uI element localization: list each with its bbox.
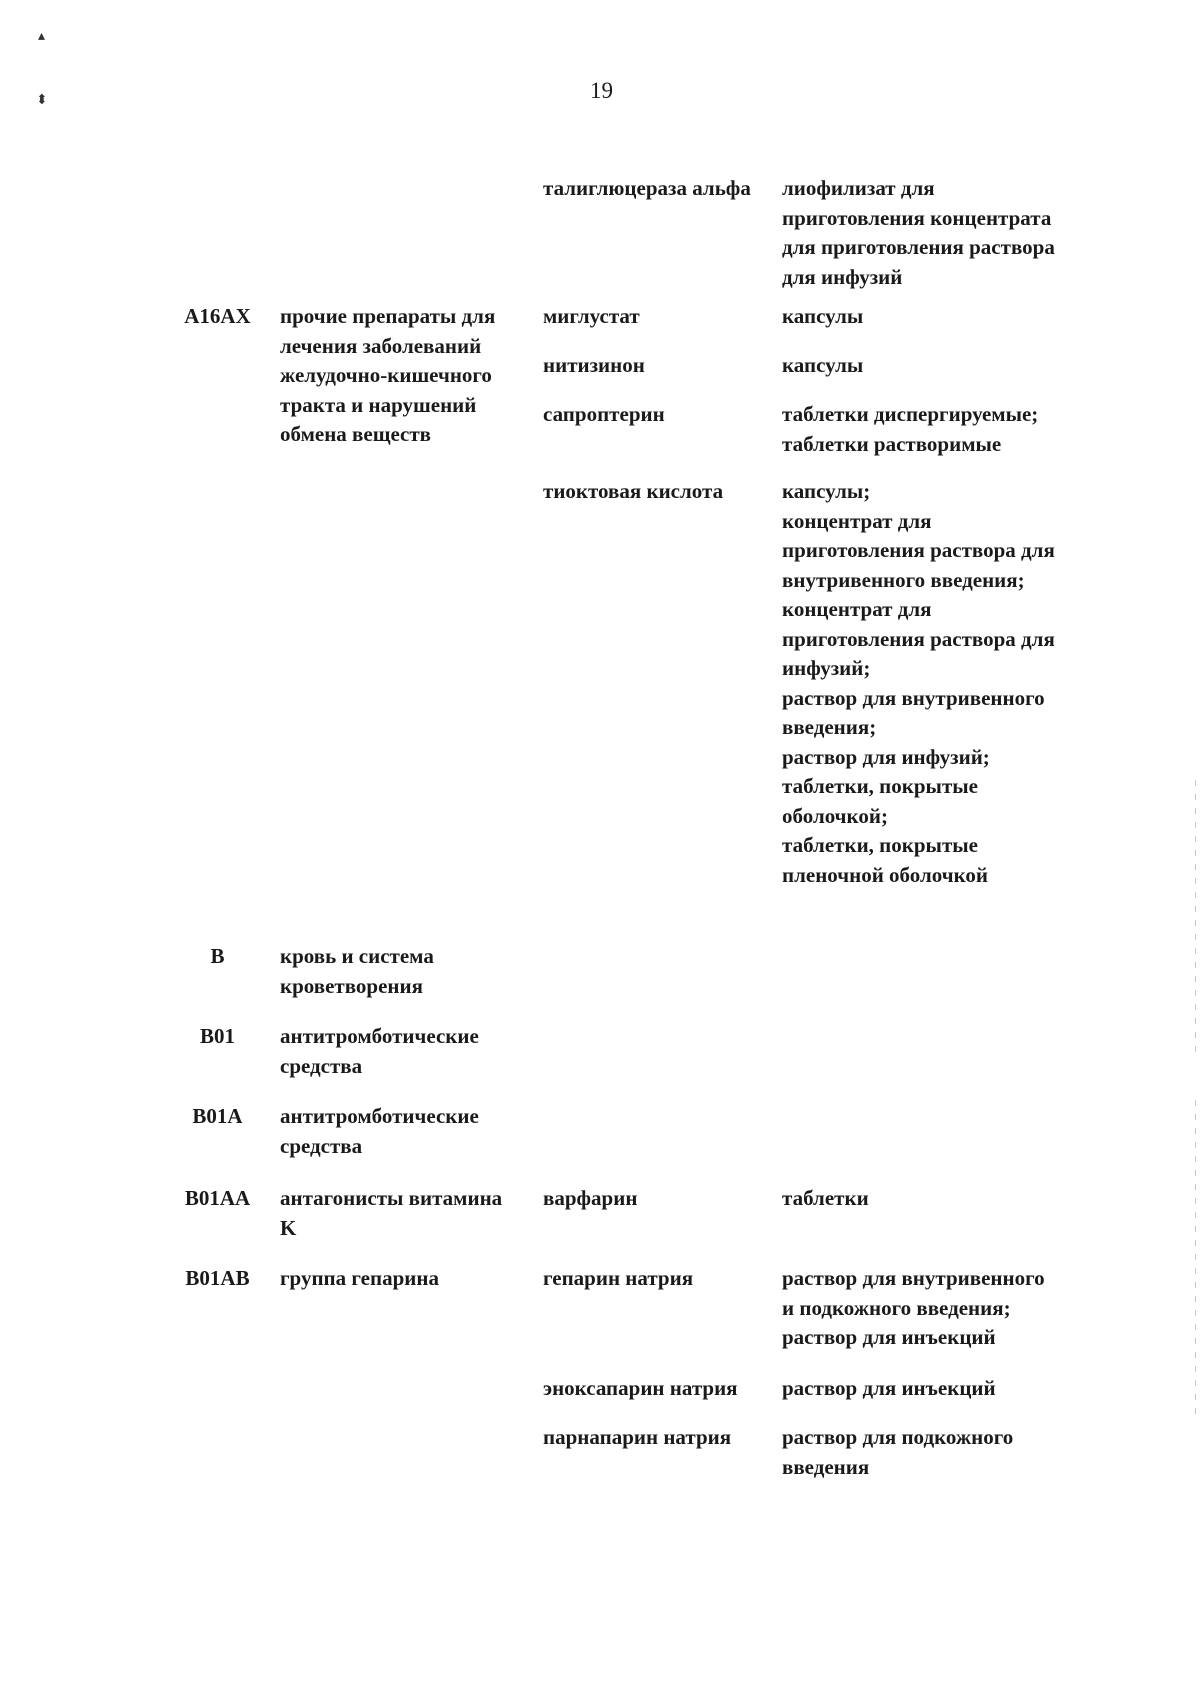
scan-speck: ▴: [38, 29, 46, 44]
drug-name: миглустат: [543, 304, 640, 328]
atc-group-name: антитромботические средства: [280, 1024, 479, 1078]
scan-edge-line: [1195, 1100, 1196, 1420]
atc-code: B01A: [192, 1104, 243, 1128]
dosage-form: раствор для внутривенного и подкожного введения; раствор для инъекций: [782, 1266, 1045, 1349]
atc-group-name: антагонисты витамина K: [280, 1186, 503, 1240]
page-number: 19: [590, 78, 613, 103]
atc-code: B01: [199, 1024, 235, 1048]
drug-name: варфарин: [543, 1186, 638, 1210]
atc-code: B01AB: [185, 1266, 250, 1290]
drug-name: эноксапарин натрия: [543, 1376, 738, 1400]
atc-group-name: кровь и система кроветворения: [280, 944, 434, 998]
atc-code: B: [210, 944, 225, 968]
atc-group-name: антитромботические средства: [280, 1104, 479, 1158]
atc-group-name: группа гепарина: [280, 1266, 439, 1290]
dosage-form: таблетки диспергируемые; таблетки растворимые: [782, 402, 1039, 456]
drug-name: талиглюцераза альфа: [543, 176, 751, 200]
drug-name: тиоктовая кислота: [543, 479, 724, 503]
scan-speck: ⬍: [36, 93, 48, 108]
dosage-form: лиофилизат для приготовления концентрата для приготовления раствора для инфузий: [782, 176, 1055, 289]
drug-name: парнапарин натрия: [543, 1425, 732, 1449]
scan-edge-line: [1195, 780, 1196, 1060]
dosage-form: раствор для подкожного введения: [782, 1425, 1014, 1479]
dosage-form: раствор для инъекций: [782, 1376, 996, 1400]
atc-code: B01AA: [184, 1186, 251, 1210]
dosage-form: капсулы: [782, 304, 864, 328]
drug-name: сапроптерин: [543, 402, 665, 426]
dosage-form: капсулы: [782, 353, 864, 377]
dosage-form: таблетки: [782, 1186, 869, 1210]
drug-name: гепарин натрия: [543, 1266, 694, 1290]
atc-code: A16AX: [184, 304, 251, 328]
atc-group-name: прочие препараты для лечения заболеваний желудочно-кишечного тракта и нарушений обмена веществ: [280, 304, 496, 446]
dosage-form: капсулы; концентрат для приготовления раствора для внутривенного введения; концентрат для приготовления раствора для инфузий; раствор для внутривенного введения; раствор для инфузий; таблетки, покрытые оболочкой; таблетки, покрытые пленочной оболочкой: [782, 479, 1055, 887]
drug-name: нитизинон: [543, 353, 645, 377]
